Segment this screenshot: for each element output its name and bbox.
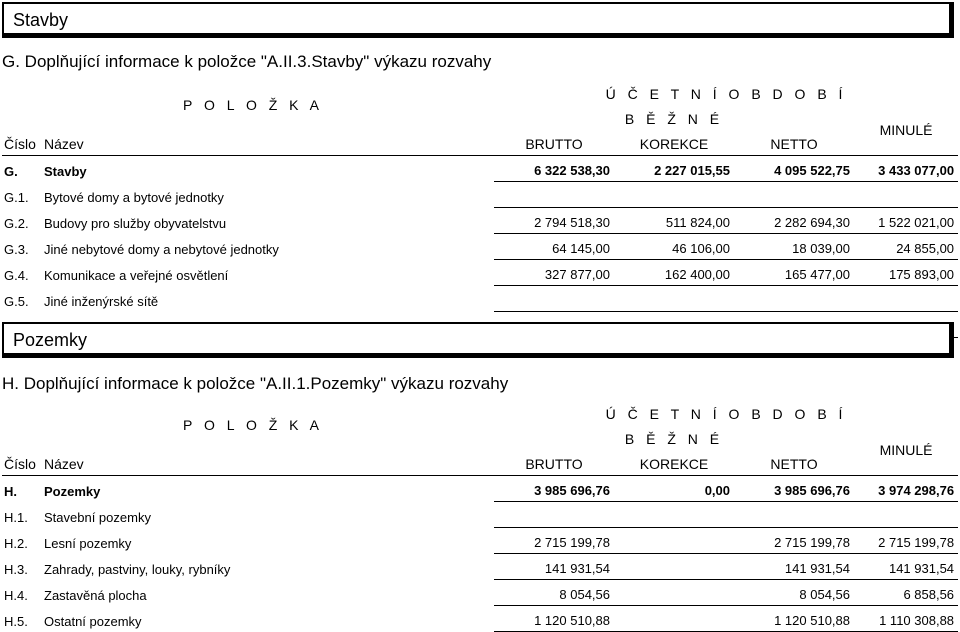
row-netto: 1 120 510,88 — [734, 606, 854, 632]
row-brutto: 8 054,56 — [494, 580, 614, 606]
section-banner-title: Pozemky — [13, 330, 88, 350]
row-brutto: 1 120 510,88 — [494, 606, 614, 632]
table-row — [2, 580, 958, 606]
table-row — [2, 156, 958, 182]
section-subtitle: G. Doplňující informace k položce "A.II.3.Stavby" výkazu rozvahy — [2, 52, 492, 71]
table-header-row — [2, 80, 958, 105]
header-cislo: Číslo — [4, 136, 36, 152]
row-minule: 141 931,54 — [854, 554, 958, 580]
table-row — [2, 234, 958, 260]
row-number: H.2. — [4, 535, 28, 551]
row-brutto: 2 794 518,30 — [494, 208, 614, 234]
table-header-row — [2, 400, 958, 425]
row-minule — [854, 502, 958, 528]
row-name: Zastavěná plocha — [44, 587, 147, 603]
row-korekce — [614, 502, 734, 528]
row-name: Jiné inženýrské sítě — [44, 293, 159, 309]
header-ucetni-obdobi: Ú Č E T N Í O B D O B Í — [605, 86, 847, 102]
table-row — [2, 260, 958, 286]
table-row — [2, 528, 958, 554]
row-netto: 4 095 522,75 — [734, 156, 854, 182]
header-bezne: B Ě Ž N É — [624, 111, 724, 127]
row-name: Ostatní pozemky — [44, 613, 142, 629]
row-minule — [854, 286, 958, 312]
table-row — [2, 502, 958, 528]
row-netto — [734, 286, 854, 312]
row-korekce — [614, 286, 734, 312]
row-netto — [734, 502, 854, 528]
row-name: Lesní pozemky — [44, 535, 132, 551]
row-korekce — [614, 606, 734, 632]
row-brutto — [494, 182, 614, 208]
header-bezne: B Ě Ž N É — [624, 431, 724, 447]
row-brutto: 327 877,00 — [494, 260, 614, 286]
row-korekce: 2 227 015,55 — [614, 156, 734, 182]
header-korekce: KOREKCE — [639, 456, 709, 472]
header-polozka: P O L O Ž K A — [183, 97, 323, 113]
row-netto: 8 054,56 — [734, 580, 854, 606]
section-subtitle: H. Doplňující informace k položce "A.II.1.Pozemky" výkazu rozvahy — [2, 374, 509, 393]
row-number: H.4. — [4, 587, 28, 603]
row-netto: 2 282 694,30 — [734, 208, 854, 234]
row-name: Pozemky — [42, 476, 494, 502]
table-row — [2, 182, 958, 208]
row-number: G.2. — [4, 215, 29, 231]
row-brutto: 6 322 538,30 — [494, 156, 614, 182]
header-korekce: KOREKCE — [639, 136, 709, 152]
row-netto: 165 477,00 — [734, 260, 854, 286]
row-korekce: 0,00 — [614, 476, 734, 502]
header-brutto: BRUTTO — [525, 456, 583, 472]
table-row — [2, 286, 958, 312]
row-korekce — [614, 182, 734, 208]
row-name: Komunikace a veřejné osvětlení — [44, 267, 229, 283]
row-korekce — [614, 554, 734, 580]
row-number: H.1. — [4, 509, 28, 525]
row-name: Zahrady, pastviny, louky, rybníky — [44, 561, 231, 577]
header-polozka: P O L O Ž K A — [183, 417, 323, 433]
row-brutto — [494, 502, 614, 528]
header-cislo: Číslo — [4, 456, 36, 472]
row-brutto: 64 145,00 — [494, 234, 614, 260]
row-korekce — [614, 580, 734, 606]
row-number: G. — [2, 156, 42, 182]
row-minule: 1 110 308,88 — [854, 606, 958, 632]
row-korekce — [614, 528, 734, 554]
row-number: G.3. — [4, 241, 29, 257]
row-number: G.5. — [4, 293, 29, 309]
row-brutto: 2 715 199,78 — [494, 528, 614, 554]
table-row — [2, 476, 958, 502]
pozemky-table — [2, 400, 958, 632]
header-minule: MINULÉ — [879, 442, 933, 458]
row-minule: 6 858,56 — [854, 580, 958, 606]
row-netto: 3 985 696,76 — [734, 476, 854, 502]
row-brutto: 3 985 696,76 — [494, 476, 614, 502]
table-row — [2, 554, 958, 580]
section-banner-stavby — [2, 2, 954, 38]
row-name: Jiné nebytové domy a nebytové jednotky — [44, 241, 279, 257]
header-netto: NETTO — [770, 136, 818, 152]
row-name: Stavby — [42, 156, 494, 182]
row-number: H.3. — [4, 561, 28, 577]
table-row — [2, 208, 958, 234]
row-korekce: 46 106,00 — [614, 234, 734, 260]
row-name: Stavební pozemky — [44, 509, 151, 525]
header-nazev: Název — [44, 136, 84, 152]
header-brutto: BRUTTO — [525, 136, 583, 152]
row-minule: 24 855,00 — [854, 234, 958, 260]
header-netto: NETTO — [770, 456, 818, 472]
table-row — [2, 606, 958, 632]
row-minule: 175 893,00 — [854, 260, 958, 286]
row-netto: 18 039,00 — [734, 234, 854, 260]
row-korekce: 511 824,00 — [614, 208, 734, 234]
header-nazev: Název — [44, 456, 84, 472]
row-minule: 2 715 199,78 — [854, 528, 958, 554]
row-name: Budovy pro služby obyvatelstvu — [44, 215, 227, 231]
header-ucetni-obdobi: Ú Č E T N Í O B D O B Í — [605, 406, 847, 422]
row-number: H.5. — [4, 613, 28, 629]
section-banner-title: Stavby — [13, 10, 69, 30]
row-minule: 1 522 021,00 — [854, 208, 958, 234]
row-korekce: 162 400,00 — [614, 260, 734, 286]
row-brutto — [494, 286, 614, 312]
row-minule: 3 974 298,76 — [854, 476, 958, 502]
stavby-table — [2, 80, 958, 338]
row-netto: 2 715 199,78 — [734, 528, 854, 554]
row-number: H. — [2, 476, 42, 502]
row-netto — [734, 182, 854, 208]
row-minule — [854, 182, 958, 208]
section-banner-pozemky — [2, 322, 954, 358]
header-minule: MINULÉ — [879, 122, 933, 138]
row-name: Bytové domy a bytové jednotky — [44, 189, 224, 205]
row-number: G.4. — [4, 267, 29, 283]
row-minule: 3 433 077,00 — [854, 156, 958, 182]
row-netto: 141 931,54 — [734, 554, 854, 580]
row-brutto: 141 931,54 — [494, 554, 614, 580]
row-number: G.1. — [4, 189, 29, 205]
